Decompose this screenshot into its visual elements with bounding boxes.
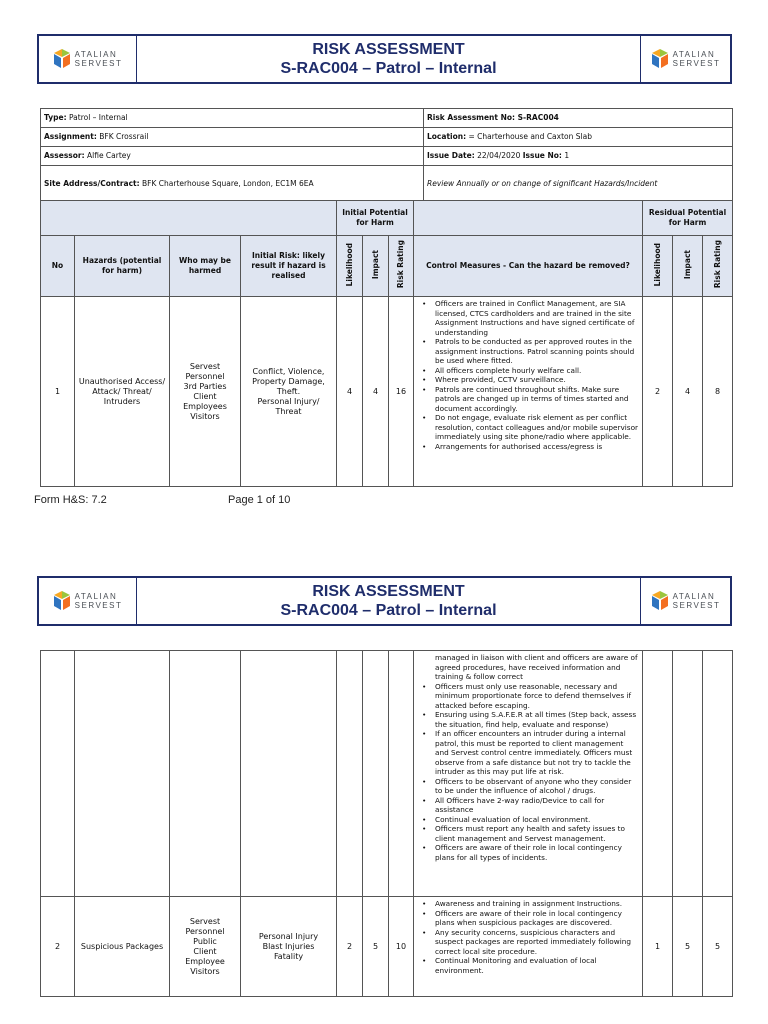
document-title	[137, 578, 640, 624]
location-cell: Location: = Charterhouse and Caxton Slab	[424, 128, 733, 147]
col-who: Who may be harmed	[170, 236, 241, 297]
control-measures: managed in liaison with client and officers are aware of agreed procedures, have received information and training & follow correct • Officers must only use reasonable, necessary and minimum proportionate force to defend themselves if attacked before escaping. • Ensuring using S.A.F.E.R at all times (Step back, assess the situation, find help, evaluate and response) • If an officer encounters an intruder during a internal patrol, this must be reported to client management and Servest control centre immediately. Officers must observe from a safe distance but not try to tackle the intruder as this may put life at risk. • Officers to be observant of anyone who they consider to be under the influence of alcohol / drugs. • All Officers have 2-way radio/Device to call for assistance • Continual evaluation of local environment. • Officers must report any health and safety issues to client management and Servest management. • Officers are aware of their role in local contingency plans for all types of incidents.	[414, 651, 643, 897]
col-res-impact: Impact	[673, 236, 703, 297]
info-table	[40, 108, 733, 202]
title-line-2: S-RAC004 – Patrol – Internal	[280, 59, 497, 77]
logo-word-1: ATALIAN	[672, 50, 716, 59]
risk-table-page-1	[40, 200, 733, 487]
review-note: Review Annually or on change of significant Hazards/Incident	[424, 166, 733, 202]
logo-right	[640, 578, 730, 624]
logo-left	[39, 578, 137, 624]
type-cell: Type: Patrol – Internal	[41, 109, 424, 128]
risk-table-page-2	[40, 650, 733, 997]
site-address-cell: Site Address/Contract: BFK Charterhouse Square, London, EC1M 6EA	[41, 166, 424, 202]
table-row: 2 Suspicious Packages Servest Personnel Public Client Employee Visitors Personal Injury Blast Injuries Fatality 2 5 10 • Awareness and training in assignment Instructions. • Officers are aware of their role in local contingency plans when suspicious packages are discovered. • Any security concerns, suspicious characters and suspect packages are reported immediately following correct local site procedure. • Continual Monitoring and evaluation of local environment. 1 5 5	[41, 897, 733, 997]
logo-word-2: SERVEST	[74, 601, 123, 610]
assignment-cell: Assignment: BFK Crossrail	[41, 128, 424, 147]
col-likelihood: Likelihood	[337, 236, 363, 297]
col-hazards: Hazards (potential for harm)	[75, 236, 170, 297]
logo-word-1: ATALIAN	[74, 50, 118, 59]
col-impact: Impact	[363, 236, 389, 297]
title-line-1: RISK ASSESSMENT	[312, 582, 465, 600]
atalian-logo-icon	[651, 591, 669, 611]
logo-word-2: SERVEST	[672, 601, 721, 610]
col-no: No	[41, 236, 75, 297]
ra-number-cell: Risk Assessment No: S-RAC004	[424, 109, 733, 128]
logo-word-2: SERVEST	[672, 59, 721, 68]
logo-word-2: SERVEST	[74, 59, 123, 68]
document-title	[137, 36, 640, 82]
page-header	[37, 34, 732, 84]
title-line-1: RISK ASSESSMENT	[312, 40, 465, 58]
col-risk-rating: Risk Rating	[389, 236, 414, 297]
page-number: Page 1 of 10	[228, 494, 291, 506]
col-res-risk-rating: Risk Rating	[703, 236, 733, 297]
logo-right	[640, 36, 730, 82]
issue-cell: Issue Date: 22/04/2020 Issue No: 1	[424, 147, 733, 166]
assessor-cell: Assessor: Alfie Cartey	[41, 147, 424, 166]
page-header	[37, 576, 732, 626]
document-page-2	[0, 540, 768, 1024]
col-initial-risk: Initial Risk: likely result if hazard is realised	[241, 236, 337, 297]
form-number: Form H&S: 7.2	[34, 494, 107, 506]
table-row: 1 Unauthorised Access/ Attack/ Threat/ Intruders Servest Personnel 3rd Parties Client Employees Visitors Conflict, Violence, Property Damage, Theft. Personal Injury/ Threat 4 4 16 • Officers are trained in Conflict Management, are SIA licensed, CTCS cardholders and are trained in the site Assignment Instructions and have signed certificate of understanding • Patrols to be conducted as per approved routes in the assignment instructions. Patrol scanning points should be used where fitted. • All officers complete hourly welfare call. • Where provided, CCTV surveillance. • Patrols are continued throughout shifts. Make sure patrols are changed up in terms of times started and document accordingly. • Do not engage, evaluate risk element as per conflict resolution, contact colleagues and/or mobile supervisor immediately using site phone/radio where applicable. • Arrangements for authorised access/egress is 2 4 8	[41, 297, 733, 487]
logo-left	[39, 36, 137, 82]
atalian-logo-icon	[651, 49, 669, 69]
atalian-logo-icon	[53, 591, 71, 611]
title-line-2: S-RAC004 – Patrol – Internal	[280, 601, 497, 619]
col-control-measures: Control Measures - Can the hazard be removed?	[414, 236, 643, 297]
atalian-logo-icon	[53, 49, 71, 69]
table-row	[41, 651, 733, 897]
col-res-likelihood: Likelihood	[643, 236, 673, 297]
residual-potential-header: Residual Potential for Harm	[643, 201, 733, 236]
logo-word-1: ATALIAN	[672, 592, 716, 601]
control-measures: • Officers are trained in Conflict Management, are SIA licensed, CTCS cardholders and are trained in the site Assignment Instructions and have signed certificate of understanding • Patrols to be conducted as per approved routes in the assignment instructions. Patrol scanning points should be used where fitted. • All officers complete hourly welfare call. • Where provided, CCTV surveillance. • Patrols are continued throughout shifts. Make sure patrols are changed up in terms of times started and document accordingly. • Do not engage, evaluate risk element as per conflict resolution, contact colleagues and/or mobile supervisor immediately using site phone/radio where applicable. • Arrangements for authorised access/egress is	[414, 297, 643, 487]
initial-potential-header: Initial Potential for Harm	[337, 201, 414, 236]
logo-word-1: ATALIAN	[74, 592, 118, 601]
control-measures: • Awareness and training in assignment Instructions. • Officers are aware of their role in local contingency plans when suspicious packages are discovered. • Any security concerns, suspicious characters and suspect packages are reported immediately following correct local site procedure. • Continual Monitoring and evaluation of local environment.	[414, 897, 643, 997]
